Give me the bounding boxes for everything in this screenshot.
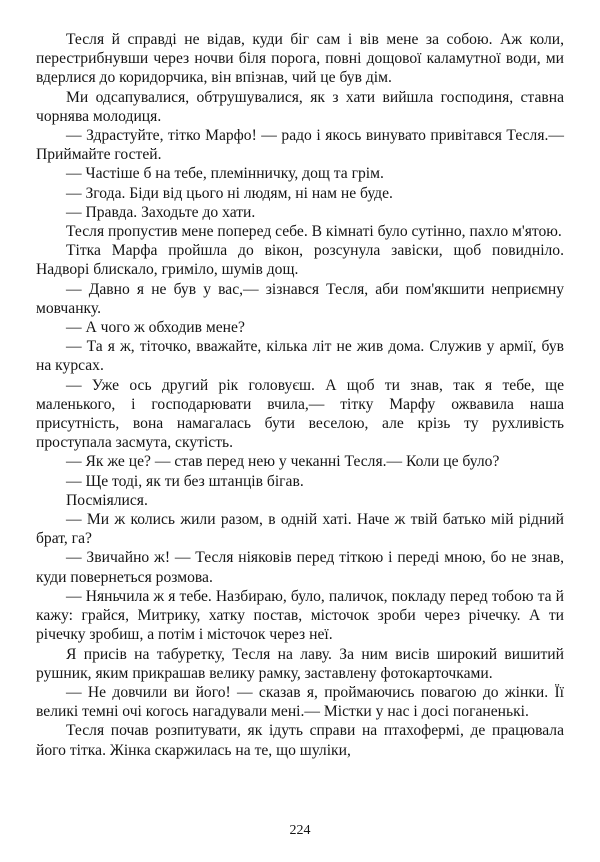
paragraph: — Здрастуйте, тітко Марфо! — радо і якось винувато привітався Тесля.— Приймайте гостей. (36, 127, 564, 164)
paragraph: Тесля пропустив мене поперед себе. В кімнаті було сутінно, пахло м'ятою. (66, 223, 562, 241)
paragraph: Тесля почав розпитувати, як ідуть справи на птахофермі, де працювала його тітка. Жінка скаржилась на те, що шуліки, (36, 722, 564, 759)
paragraph: Тесля й справді не відав, куди біг сам і вів мене за собою. Аж коли, перестрибнувши через ночви біля порога, повні дощової каламутної води, ми вдерлися до коридорчика, він впізнав, чий це був дім. (36, 31, 564, 87)
paragraph: — Няньчила ж я тебе. Назбираю, було, паличок, покладу перед тобою та й кажу: грайся, Митрику, хатку постав, місточок зроби через річечку. А ти річечку зробиш, а потім і місточок через неї. (36, 587, 564, 644)
paragraph: Я присів на табуретку, Тесля на лаву. За ним висів широкий вишитий рушник, яким прикрашав велику рамку, заставлену фотокарточками. (36, 645, 564, 682)
paragraph: — Та я ж, тіточко, вважайте, кілька літ не жив дома. Служив у армії, був на курсах. (36, 338, 564, 375)
paragraph: — Ще тоді, як ти без штанців бігав. (66, 472, 304, 490)
paragraph: — Правда. Заходьте до хати. (66, 203, 256, 221)
paragraph: — Не довчили ви його! — сказав я, проймаючись повагою до жінки. Її великі темні очі когось нагадували мені.— Містки у нас і досі поганенькі. (36, 683, 564, 721)
paragraph: — Як же це? — став перед нею у чеканні Тесля.— Коли це було? (66, 453, 500, 471)
paragraph: Ми одсапувалися, обтрушувалися, як з хати вийшла господиня, ставна чорнява молодиця. (36, 88, 564, 125)
page-number: 224 (289, 823, 311, 838)
paragraph: — Ми ж колись жили разом, в одній хаті. Наче ж твій батько мій рідний брат, га? (36, 511, 564, 548)
paragraph: — Уже ось другий рік головуєш. А щоб ти знав, так я тебе, ще маленького, і господарювати вчила,— тітку Марфу ожвавила наша присутність, вона намагалась бути веселою, але крізь ту рухливість проступала засмута, скутість. (36, 376, 564, 452)
paragraph: — А чого ж обходив мене? (66, 319, 245, 337)
paragraph: — Давно я не був у вас,— зізнався Тесля, аби пом'якшити неприємну мовчанку. (36, 280, 564, 317)
paragraph: — Частіше б на тебе, племінничку, дощ та грім. (66, 165, 384, 183)
paragraph: Посміялися. (66, 491, 148, 509)
paragraph: Тітка Марфа пройшла до вікон, розсунула завіски, щоб повидніло. Надворі блискало, гриміло, шумів дощ. (36, 242, 564, 279)
paragraph: — Згода. Біди від цього ні людям, ні нам не буде. (66, 184, 393, 202)
page-body (36, 30, 564, 760)
paragraph: — Звичайно ж! — Тесля ніяковів перед тіткою і переді мною, бо не знав, куди повернеться розмова. (36, 549, 564, 586)
